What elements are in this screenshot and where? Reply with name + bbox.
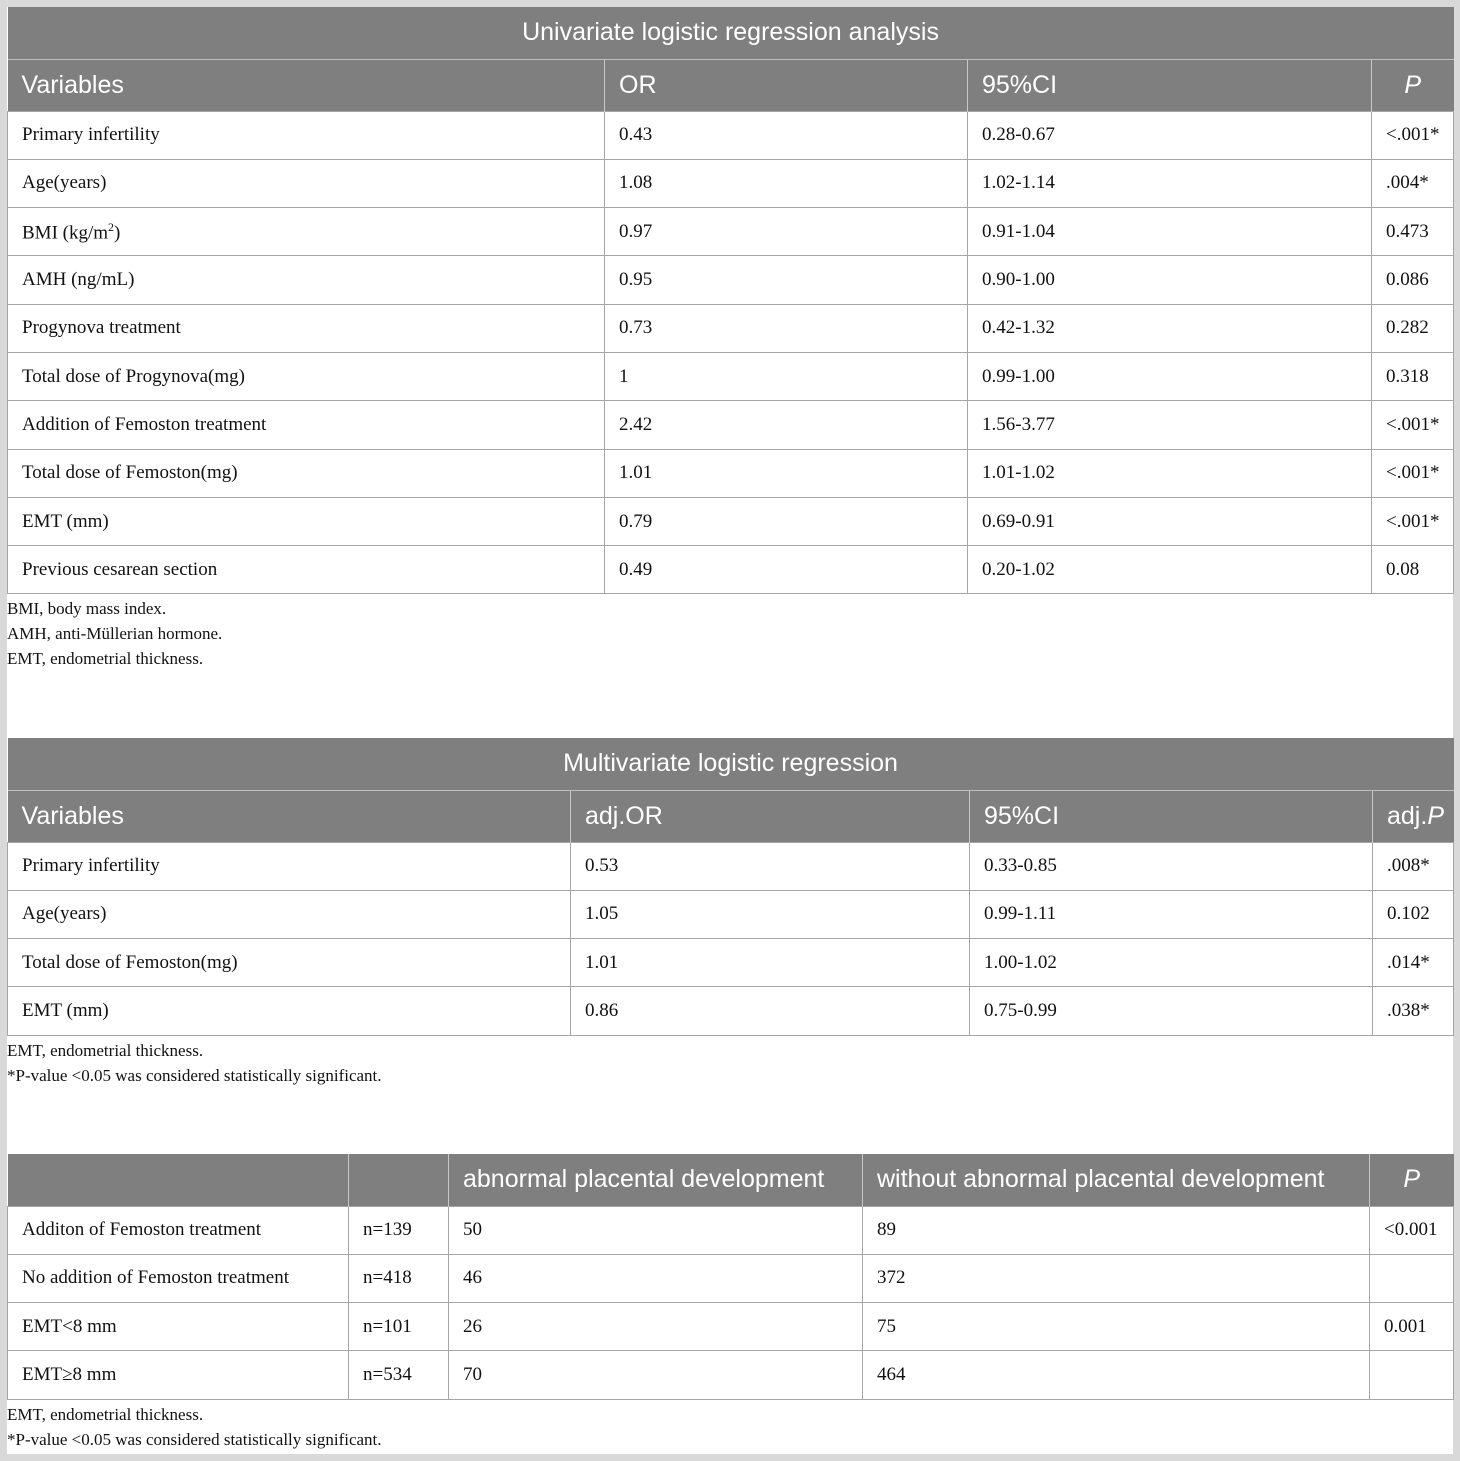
cell-without-abnormal: 89 bbox=[863, 1206, 1370, 1254]
col-header-or: OR bbox=[605, 59, 968, 111]
table-row bbox=[8, 546, 1454, 594]
cell-without-abnormal: 464 bbox=[863, 1351, 1370, 1399]
cell-variable: Progynova treatment bbox=[8, 304, 605, 352]
col-header-p: P bbox=[1370, 1154, 1454, 1206]
cell-ci: 0.20-1.02 bbox=[968, 546, 1372, 594]
cell-or: 0.73 bbox=[605, 304, 968, 352]
col-header-abnormal: abnormal placental development bbox=[449, 1154, 863, 1206]
cell-variable: Total dose of Femoston(mg) bbox=[8, 449, 605, 497]
col-header-variables: Variables bbox=[8, 59, 605, 111]
cell-variable: Age(years) bbox=[8, 890, 571, 938]
univariate-header-row bbox=[8, 59, 1454, 111]
bmi-close-paren: ) bbox=[114, 221, 121, 243]
table-row bbox=[8, 1303, 1454, 1351]
cell-group: EMT<8 mm bbox=[8, 1303, 349, 1351]
table-row bbox=[8, 111, 1454, 159]
cell-or: 1.01 bbox=[605, 449, 968, 497]
cell-ci: 0.91-1.04 bbox=[968, 208, 1372, 256]
cell-p: 0.318 bbox=[1372, 352, 1454, 400]
cell-ci: 1.00-1.02 bbox=[970, 939, 1373, 987]
table-row bbox=[8, 497, 1454, 545]
footnote: EMT, endometrial thickness. bbox=[7, 1404, 204, 1424]
col-header-ci: 95%CI bbox=[968, 59, 1372, 111]
cell-variable: Primary infertility bbox=[8, 111, 605, 159]
table-row bbox=[8, 208, 1454, 256]
cell-adj-p: .014* bbox=[1373, 939, 1454, 987]
footnote: *P-value <0.05 was considered statistically significant. bbox=[7, 1429, 382, 1449]
univariate-table bbox=[7, 7, 1454, 594]
footnote: *P-value <0.05 was considered statistically significant. bbox=[7, 1065, 382, 1085]
multivariate-title: Multivariate logistic regression bbox=[8, 738, 1454, 790]
multivariate-table bbox=[7, 738, 1454, 1036]
col-header-blank bbox=[349, 1154, 449, 1206]
cell-p: 0.282 bbox=[1372, 304, 1454, 352]
cell-p: .004* bbox=[1372, 159, 1454, 207]
table-row bbox=[8, 939, 1454, 987]
cell-n: n=101 bbox=[349, 1303, 449, 1351]
cell-adj-or: 1.05 bbox=[571, 890, 970, 938]
cell-abnormal: 46 bbox=[449, 1254, 863, 1302]
document-page bbox=[7, 7, 1453, 1454]
table-row bbox=[8, 304, 1454, 352]
cell-n: n=139 bbox=[349, 1206, 449, 1254]
cell-or: 1.08 bbox=[605, 159, 968, 207]
cell-ci: 0.28-0.67 bbox=[968, 111, 1372, 159]
cell-p: <.001* bbox=[1372, 449, 1454, 497]
cell-variable: Age(years) bbox=[8, 159, 605, 207]
multivariate-footnotes bbox=[7, 1036, 1453, 1088]
cell-variable: Previous cesarean section bbox=[8, 546, 605, 594]
cell-variable: Total dose of Femoston(mg) bbox=[8, 939, 571, 987]
table-row bbox=[8, 352, 1454, 400]
footnote: BMI, body mass index. bbox=[7, 599, 167, 619]
cell-variable: EMT (mm) bbox=[8, 497, 605, 545]
cell-adj-p: .038* bbox=[1373, 987, 1454, 1035]
cell-group: EMT≥8 mm bbox=[8, 1351, 349, 1399]
footnote: EMT, endometrial thickness. bbox=[7, 649, 204, 669]
cell-ci: 0.99-1.00 bbox=[968, 352, 1372, 400]
multivariate-section bbox=[7, 738, 1453, 1088]
cell-without-abnormal: 75 bbox=[863, 1303, 1370, 1351]
cell-ci: 0.42-1.32 bbox=[968, 304, 1372, 352]
col-header-blank bbox=[8, 1154, 349, 1206]
cell-variable: Total dose of Progynova(mg) bbox=[8, 352, 605, 400]
table-row bbox=[8, 1206, 1454, 1254]
table-row bbox=[8, 1351, 1454, 1399]
cell-ci: 0.99-1.11 bbox=[970, 890, 1373, 938]
cell-p: 0.086 bbox=[1372, 256, 1454, 304]
cell-adj-or: 0.86 bbox=[571, 987, 970, 1035]
table-row bbox=[8, 1254, 1454, 1302]
cell-adj-p: 0.102 bbox=[1373, 890, 1454, 938]
cell-adj-or: 1.01 bbox=[571, 939, 970, 987]
cell-variable: Addition of Femoston treatment bbox=[8, 401, 605, 449]
cell-n: n=534 bbox=[349, 1351, 449, 1399]
cell-ci: 0.90-1.00 bbox=[968, 256, 1372, 304]
col-header-p: P bbox=[1372, 59, 1454, 111]
cell-abnormal: 70 bbox=[449, 1351, 863, 1399]
cell-p bbox=[1370, 1254, 1454, 1302]
cell-p: <.001* bbox=[1372, 497, 1454, 545]
col-header-adj-p bbox=[1373, 790, 1454, 842]
comparison-footnotes bbox=[7, 1400, 1453, 1452]
cell-n: n=418 bbox=[349, 1254, 449, 1302]
cell-p: 0.473 bbox=[1372, 208, 1454, 256]
comparison-table bbox=[7, 1154, 1454, 1400]
cell-variable: Primary infertility bbox=[8, 842, 571, 890]
cell-or: 1 bbox=[605, 352, 968, 400]
table-row bbox=[8, 159, 1454, 207]
bmi-superscript: 2 bbox=[108, 219, 115, 234]
cell-variable: AMH (ng/mL) bbox=[8, 256, 605, 304]
cell-or: 0.79 bbox=[605, 497, 968, 545]
adj-prefix: adj. bbox=[1387, 801, 1428, 830]
cell-or: 2.42 bbox=[605, 401, 968, 449]
cell-p: <.001* bbox=[1372, 401, 1454, 449]
footnote: AMH, anti-Müllerian hormone. bbox=[7, 624, 223, 644]
footnote: EMT, endometrial thickness. bbox=[7, 1040, 204, 1060]
comparison-section bbox=[7, 1154, 1453, 1452]
cell-p: 0.08 bbox=[1372, 546, 1454, 594]
cell-variable: EMT (mm) bbox=[8, 987, 571, 1035]
comparison-header-row bbox=[8, 1154, 1454, 1206]
table-row bbox=[8, 842, 1454, 890]
cell-p: <.001* bbox=[1372, 111, 1454, 159]
cell-ci: 1.02-1.14 bbox=[968, 159, 1372, 207]
multivariate-header-row bbox=[8, 790, 1454, 842]
p-letter: P bbox=[1427, 801, 1444, 830]
univariate-footnotes bbox=[7, 594, 1453, 671]
cell-adj-p: .008* bbox=[1373, 842, 1454, 890]
cell-p: 0.001 bbox=[1370, 1303, 1454, 1351]
cell-p bbox=[1370, 1351, 1454, 1399]
col-header-without-abnormal: without abnormal placental development bbox=[863, 1154, 1370, 1206]
univariate-title: Univariate logistic regression analysis bbox=[8, 7, 1454, 59]
cell-ci: 1.56-3.77 bbox=[968, 401, 1372, 449]
col-header-ci: 95%CI bbox=[970, 790, 1373, 842]
table-row bbox=[8, 890, 1454, 938]
cell-or: 0.49 bbox=[605, 546, 968, 594]
col-header-variables: Variables bbox=[8, 790, 571, 842]
cell-ci: 1.01-1.02 bbox=[968, 449, 1372, 497]
cell-p: <0.001 bbox=[1370, 1206, 1454, 1254]
cell-or: 0.97 bbox=[605, 208, 968, 256]
cell-ci: 0.75-0.99 bbox=[970, 987, 1373, 1035]
table-row bbox=[8, 401, 1454, 449]
cell-abnormal: 50 bbox=[449, 1206, 863, 1254]
cell-ci: 0.33-0.85 bbox=[970, 842, 1373, 890]
cell-without-abnormal: 372 bbox=[863, 1254, 1370, 1302]
cell-ci: 0.69-0.91 bbox=[968, 497, 1372, 545]
cell-or: 0.95 bbox=[605, 256, 968, 304]
table-row bbox=[8, 987, 1454, 1035]
cell-group: Additon of Femoston treatment bbox=[8, 1206, 349, 1254]
cell-abnormal: 26 bbox=[449, 1303, 863, 1351]
cell-or: 0.43 bbox=[605, 111, 968, 159]
cell-adj-or: 0.53 bbox=[571, 842, 970, 890]
cell-variable bbox=[8, 208, 605, 256]
table-row bbox=[8, 256, 1454, 304]
univariate-section bbox=[7, 7, 1453, 671]
col-header-adj-or: adj.OR bbox=[571, 790, 970, 842]
bmi-label: BMI (kg/m bbox=[22, 221, 109, 243]
table-row bbox=[8, 449, 1454, 497]
cell-group: No addition of Femoston treatment bbox=[8, 1254, 349, 1302]
